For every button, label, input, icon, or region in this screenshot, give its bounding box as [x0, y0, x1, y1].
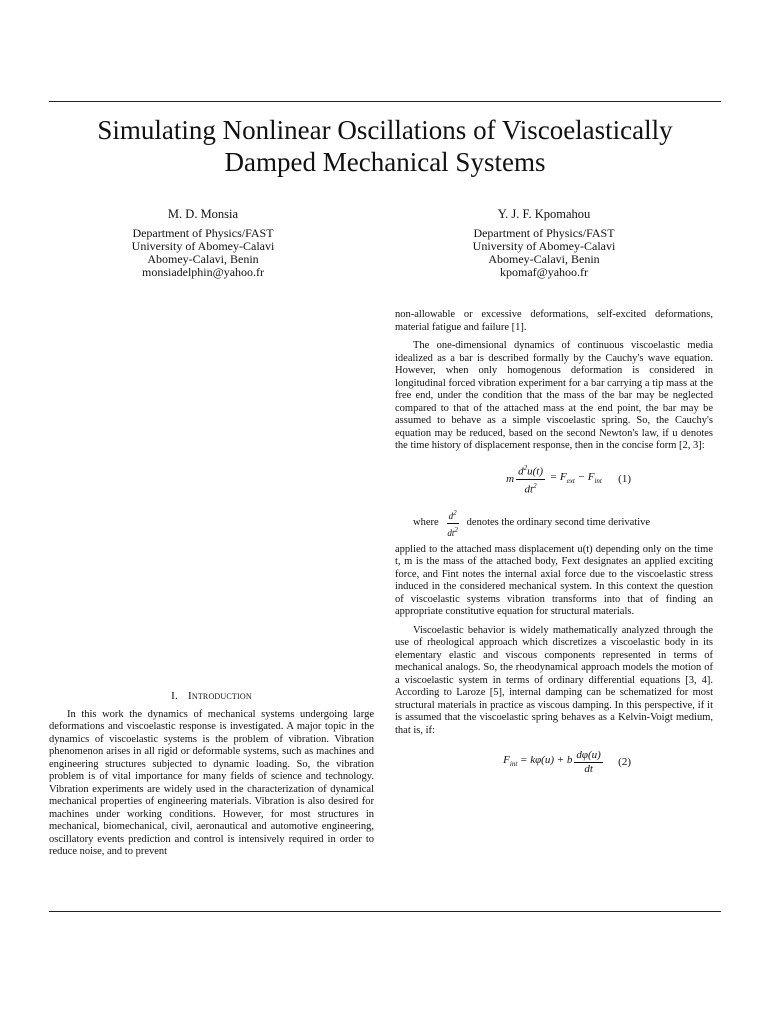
section-title: Introduction	[187, 690, 252, 702]
author-dept: Department of Physics/FAST	[473, 226, 615, 240]
title-line-1: Simulating Nonlinear Oscillations of Viscoelastically	[97, 115, 673, 145]
author-city: Abomey-Calavi, Benin	[147, 252, 259, 266]
author-university: University of Abomey-Calavi	[131, 239, 275, 253]
author-email: kpomaf@yahoo.fr	[499, 265, 589, 279]
section-heading	[49, 690, 374, 703]
paper-title	[49, 114, 721, 178]
equation-2: $F_{int} = k\varphi(u) + b$ $\frac{d\varphi(u)}{dt}$ (2)	[503, 748, 631, 775]
where-text: denotes the ordinary second time derivative	[466, 516, 651, 528]
author-name: M. D. Monsia	[167, 207, 239, 221]
bottom-rule	[49, 911, 721, 912]
right-column	[395, 309, 713, 789]
where-word: where	[413, 516, 439, 528]
title-line-2: Damped Mechanical Systems	[224, 147, 546, 177]
paragraph: The one-dimensional dynamics of continuous viscoelastic media idealized as a bar is described formally by the Cauchy's wave equation. However, when only homogenous deformation is considered in longitudinal forced vibration experiment for a bar carrying a tip mass at the free end, under the condition that the mass of the bar may be neglected compared to that of the attached mass at the end point, the bar may be assumed to behave as a simple viscoelastic spring. So, the Cauchy's equation may be reduced, based on the second Newton's law, if u denotes the time history of displacement response, then in the concise form [2, 3]:	[395, 340, 713, 451]
author-block-1	[73, 208, 333, 279]
author-block-2	[414, 208, 674, 279]
author-dept: Department of Physics/FAST	[132, 226, 274, 240]
author-email: monsiadelphin@yahoo.fr	[141, 265, 265, 279]
where-line: where $\frac{d^2}{dt^2}$ denotes the ordinary second time derivative	[413, 508, 651, 538]
author-university: University of Abomey-Calavi	[472, 239, 616, 253]
paragraph: non-allowable or excessive deformations, self-excited deformations, material fatigue and failure [1].	[395, 309, 713, 333]
paragraph: applied to the attached mass displacement u(t) depending only on the time t, m is the mass of the attached body, Fext designates an applied exciting force, and Fint notes the internal axial force due to the viscoelastic stress induced in the considered mechanical system. In this context the question of viscoelastic systems vibration transforms into that of finding an appropriate constitutive equation for structural materials.	[395, 543, 713, 617]
equation-number: (2)	[618, 755, 631, 768]
paragraph: Viscoelastic behavior is widely mathematically analyzed through the use of rheological approach which discretizes a viscoelastic body in its elementary elastic and viscous components represented in terms of mechanical analogs. So, the rheodynamical approach models the motion of a viscoelastic system in terms of ordinary differential equations [3, 4]. According to Laroze [5], internal damping can be schematized for most structural materials in practice as viscous damping. In this perspective, if it is assumed that the viscoelastic spring behaves as a Kelvin-Voigt medium, that is, if:	[395, 624, 713, 736]
equation-1: m $\frac{d^2u(t)}{dt^2}$ = $F_{ext} - F_{int}$ (1)	[506, 464, 631, 496]
paragraph: In this work the dynamics of mechanical systems undergoing large deformations and viscoelastic response is investigated. A major topic in the dynamics of viscoelastic systems is the problem of vibration. Vibration phenomenon arises in all rigid or deformable systems, such as machines and engineering structures subjected to dynamic loading. So, the vibration problem is of vital importance for many fields of science and technology. Vibration experiments are widely used in the characterization of dynamical mechanical properties of engineering materials. Vibration is also desired for machines under working conditions. However, for most structures in mechanical, biomechanical, civil, aeronautical and automotive engineering, oscillatory events prediction and control is intensively required in order to reduce noise, and to prevent	[49, 708, 374, 857]
author-city: Abomey-Calavi, Benin	[488, 252, 600, 266]
top-rule	[49, 101, 721, 102]
section-number: I.	[171, 690, 178, 702]
left-column	[49, 690, 374, 859]
equation-number: (1)	[618, 473, 631, 486]
author-name: Y. J. F. Kpomahou	[497, 207, 591, 221]
